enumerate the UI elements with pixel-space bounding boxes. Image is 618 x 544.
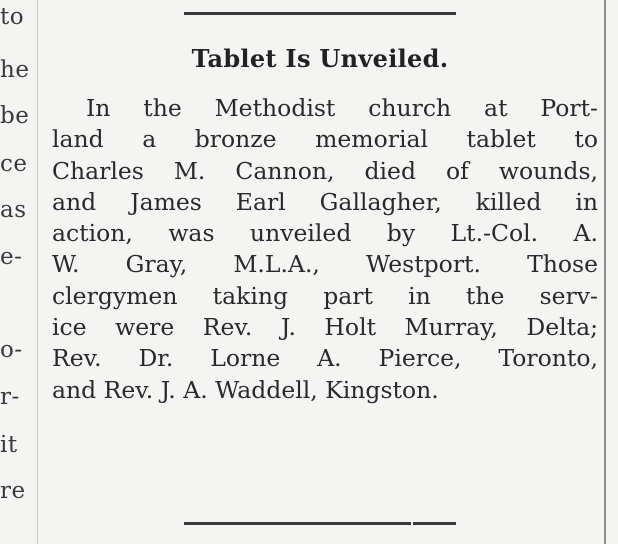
article-line: ice were Rev. J. Holt Murray, Delta; xyxy=(52,313,598,342)
fragment-text: r- xyxy=(0,384,20,410)
article-line: action, was unveiled by Lt.-Col. A. xyxy=(52,219,598,248)
article-line: W. Gray, M.L.A., Westport. Those xyxy=(52,250,598,279)
bottom-rule xyxy=(184,522,411,525)
article-body xyxy=(52,93,598,406)
column-divider xyxy=(604,0,606,544)
article-line: and Rev. J. A. Waddell, Kingston. xyxy=(52,375,439,404)
article-line: land a bronze memorial tablet to xyxy=(52,125,598,154)
fragment-text: e- xyxy=(0,244,23,270)
adjacent-column-fragments xyxy=(0,0,34,544)
fragment-text: ce xyxy=(0,151,28,177)
fragment-text: it xyxy=(0,432,18,458)
fragment-text: as xyxy=(0,197,27,223)
fragment-text: be xyxy=(0,103,30,129)
article-headline: Tablet Is Unveiled. xyxy=(191,44,449,73)
column-divider xyxy=(37,0,38,544)
top-rule xyxy=(184,12,456,15)
article-line: In the Methodist church at Port- xyxy=(86,94,598,122)
fragment-text: to xyxy=(0,4,25,30)
bottom-rule xyxy=(413,522,456,525)
fragment-text: re xyxy=(0,478,26,504)
article-line: clergymen taking part in the serv- xyxy=(52,281,598,310)
fragment-text: o- xyxy=(0,337,23,363)
fragment-text: he xyxy=(0,57,30,83)
article-line: and James Earl Gallagher, killed in xyxy=(52,187,598,216)
article-line: Rev. Dr. Lorne A. Pierce, Toronto, xyxy=(52,344,598,373)
article-line: Charles M. Cannon, died of wounds, xyxy=(52,156,598,185)
